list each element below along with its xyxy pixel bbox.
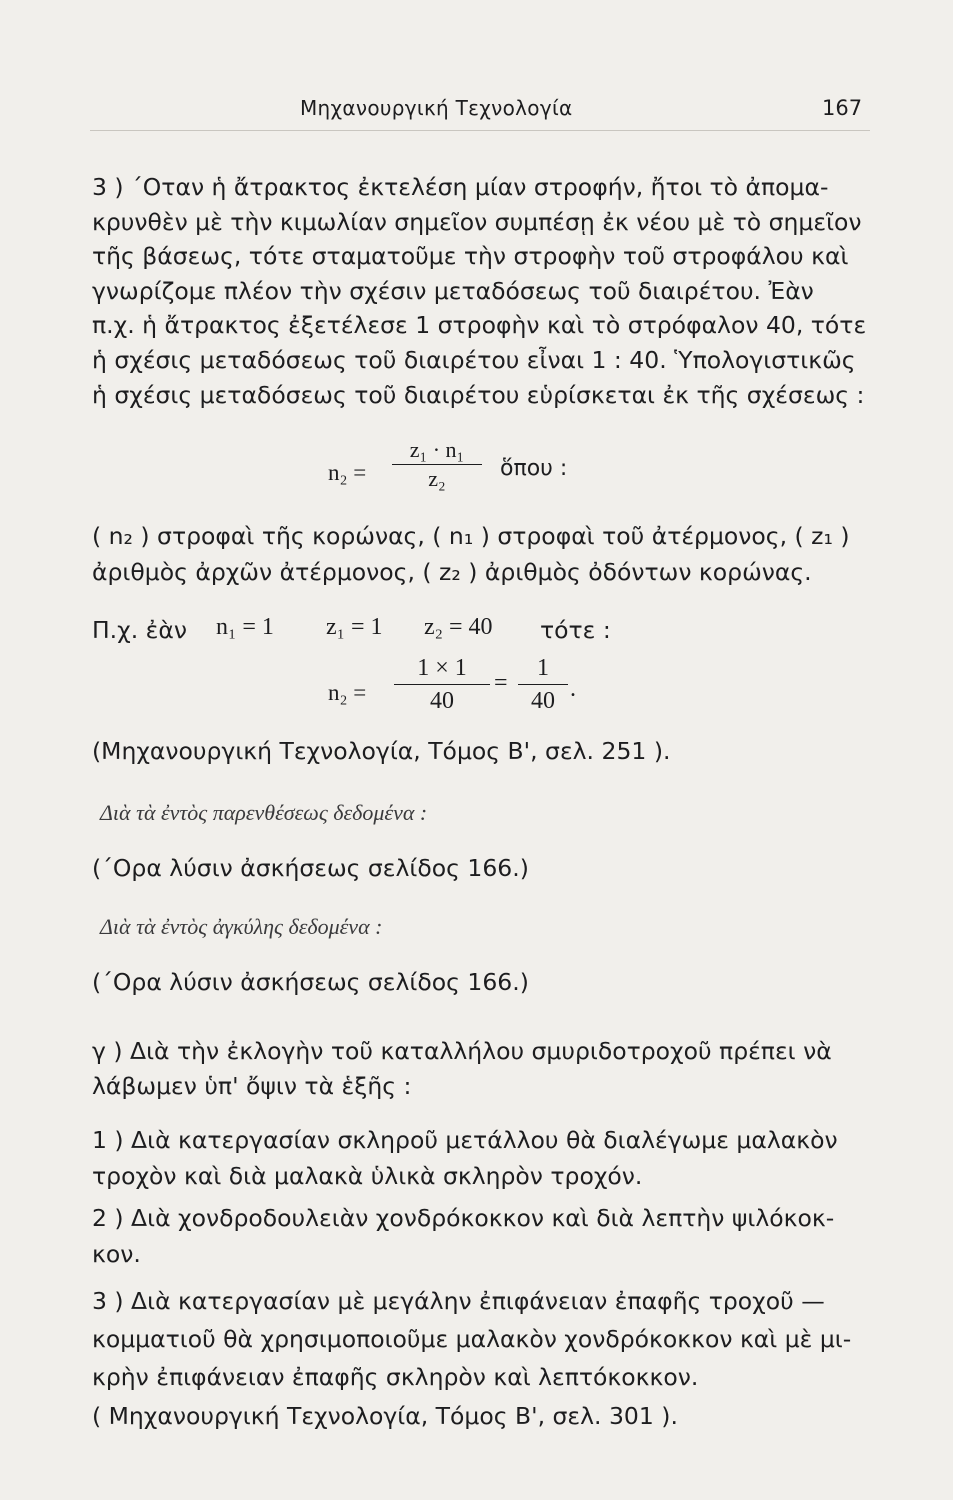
page-number: 167 <box>822 96 863 120</box>
item-2-line-2: κον. <box>92 1240 141 1268</box>
parenthesis-reference: (΄Ορα λύσιν ἀσκήσεως σελίδος 166.) <box>92 854 529 882</box>
item-1-line-2: τροχὸν καὶ διὰ μαλακὰ ὑλικὰ σκληρὸν τροχόν. <box>92 1162 643 1190</box>
list-item-1 <box>92 1122 838 1194</box>
formula-2-equals: = <box>494 670 508 696</box>
running-header: Μηχανουργική Τεχνολογία <box>300 96 573 120</box>
list-item-3 <box>92 1282 851 1396</box>
example-z2: z₂ = 40 <box>424 614 493 640</box>
section-3-line-3: τῆς βάσεως, τότε σταματοῦμε τὴν στροφὴν τοῦ στροφάλου καὶ <box>92 242 849 271</box>
formula-2-fraction-1 <box>394 652 490 717</box>
formula-2-denominator-2: 40 <box>531 688 555 714</box>
formula-1-fraction <box>392 436 482 493</box>
bracket-reference: (΄Ορα λύσιν ἀσκήσεως σελίδος 166.) <box>92 968 529 996</box>
formula-1-lhs: n₂ = <box>328 460 367 485</box>
bracket-heading: Διὰ τὰ ἐντὸς ἀγκύλης δεδομένα : <box>100 914 383 939</box>
example-n1: n₁ = 1 <box>216 614 274 640</box>
formula-2-lhs: n₂ = <box>328 680 367 705</box>
formula-2-fraction-2 <box>518 652 568 717</box>
section-gamma <box>92 1034 832 1104</box>
parenthesis-heading: Διὰ τὰ ἐντὸς παρενθέσεως δεδομένα : <box>100 800 428 825</box>
section-3-line-2: κρυνθὲν μὲ τὴν κιμωλίαν σημεῖον συμπέσῃ ἐκ νέου μὲ τὸ σημεῖον <box>92 207 862 236</box>
item-2-line-1: 2 ) Διὰ χονδροδουλειὰν χονδρόκοκκον καὶ διὰ λεπτὴν ψιλόκοκ- <box>92 1204 835 1232</box>
section-3-line-4: γνωρίζομε πλέον τὴν σχέσιν μεταδόσεως τοῦ διαιρέτου. Ἐὰν <box>92 276 814 305</box>
item-3-line-2: κομματιοῦ θὰ χρησιμοποιοῦμε μαλακὸν χονδρόκοκκον καὶ μὲ μι- <box>92 1325 852 1353</box>
formula-1-numerator: z₁ · n₁ <box>409 437 465 462</box>
section-gamma-line-2: λάβωμεν ὑπ' ὄψιν τὰ ἑξῆς : <box>92 1072 412 1100</box>
formula-1-denominator: z₂ <box>428 466 446 491</box>
variable-definitions <box>92 518 850 590</box>
example-prefix: Π.χ. ἐὰν <box>92 616 187 644</box>
formula-1-where: ὅπου : <box>500 456 568 481</box>
section-3-line-5: π.χ. ἡ ἄτρακτος ἐξετέλεσε 1 στροφὴν καὶ τὸ στρόφαλον 40, τότε <box>92 311 867 340</box>
formula-2-numerator-2: 1 <box>537 655 549 681</box>
section-3-line-1: 3 ) ΄Οταν ἡ ἄτρακτος ἐκτελέση μίαν στροφήν, ἤτοι τὸ ἀπομα- <box>92 173 829 201</box>
definitions-line-1: ( n₂ ) στροφαὶ τῆς κορώνας, ( n₁ ) στροφαὶ τοῦ ἀτέρμονος, ( z₁ ) <box>92 522 850 550</box>
item-1-line-1: 1 ) Διὰ κατεργασίαν σκληροῦ μετάλλου θὰ διαλέγωμε μαλακὸν <box>92 1126 838 1154</box>
formula-2-denominator-1: 40 <box>430 688 454 714</box>
example-z1: z₁ = 1 <box>326 614 383 640</box>
section-gamma-line-1: γ ) Διὰ τὴν ἐκλογὴν τοῦ καταλλήλου σμυριδοτροχοῦ πρέπει νὰ <box>92 1037 832 1065</box>
list-item-2 <box>92 1200 834 1272</box>
item-3-line-3: κρὴν ἐπιφάνειαν ἐπαφῆς σκληρὸν καὶ λεπτόκοκκον. <box>92 1363 699 1391</box>
example-then: τότε : <box>540 616 611 644</box>
header-rule <box>90 130 870 131</box>
reference-2: ( Μηχανουργική Τεχνολογία, Τόμος Β', σελ. 301 ). <box>92 1402 678 1430</box>
reference-1: (Μηχανουργική Τεχνολογία, Τόμος Β', σελ. 251 ). <box>92 737 671 765</box>
definitions-line-2: ἀριθμὸς ἀρχῶν ἀτέρμονος, ( z₂ ) ἀριθμὸς ὀδόντων κορώνας. <box>92 558 812 586</box>
section-3-line-7: ἡ σχέσις μεταδόσεως τοῦ διαιρέτου εὑρίσκεται ἐκ τῆς σχέσεως : <box>92 380 865 409</box>
item-3-line-1: 3 ) Διὰ κατεργασίαν μὲ μεγάλην ἐπιφάνειαν ἐπαφῆς τροχοῦ — <box>92 1287 825 1315</box>
section-3-line-6: ἡ σχέσις μεταδόσεως τοῦ διαιρέτου εἶναι 1 : 40. Ὑπολογιστικῶς <box>92 345 856 374</box>
section-3-paragraph <box>92 170 866 412</box>
formula-2-numerator-1: 1 × 1 <box>417 655 467 681</box>
formula-2-period: . <box>570 676 576 702</box>
